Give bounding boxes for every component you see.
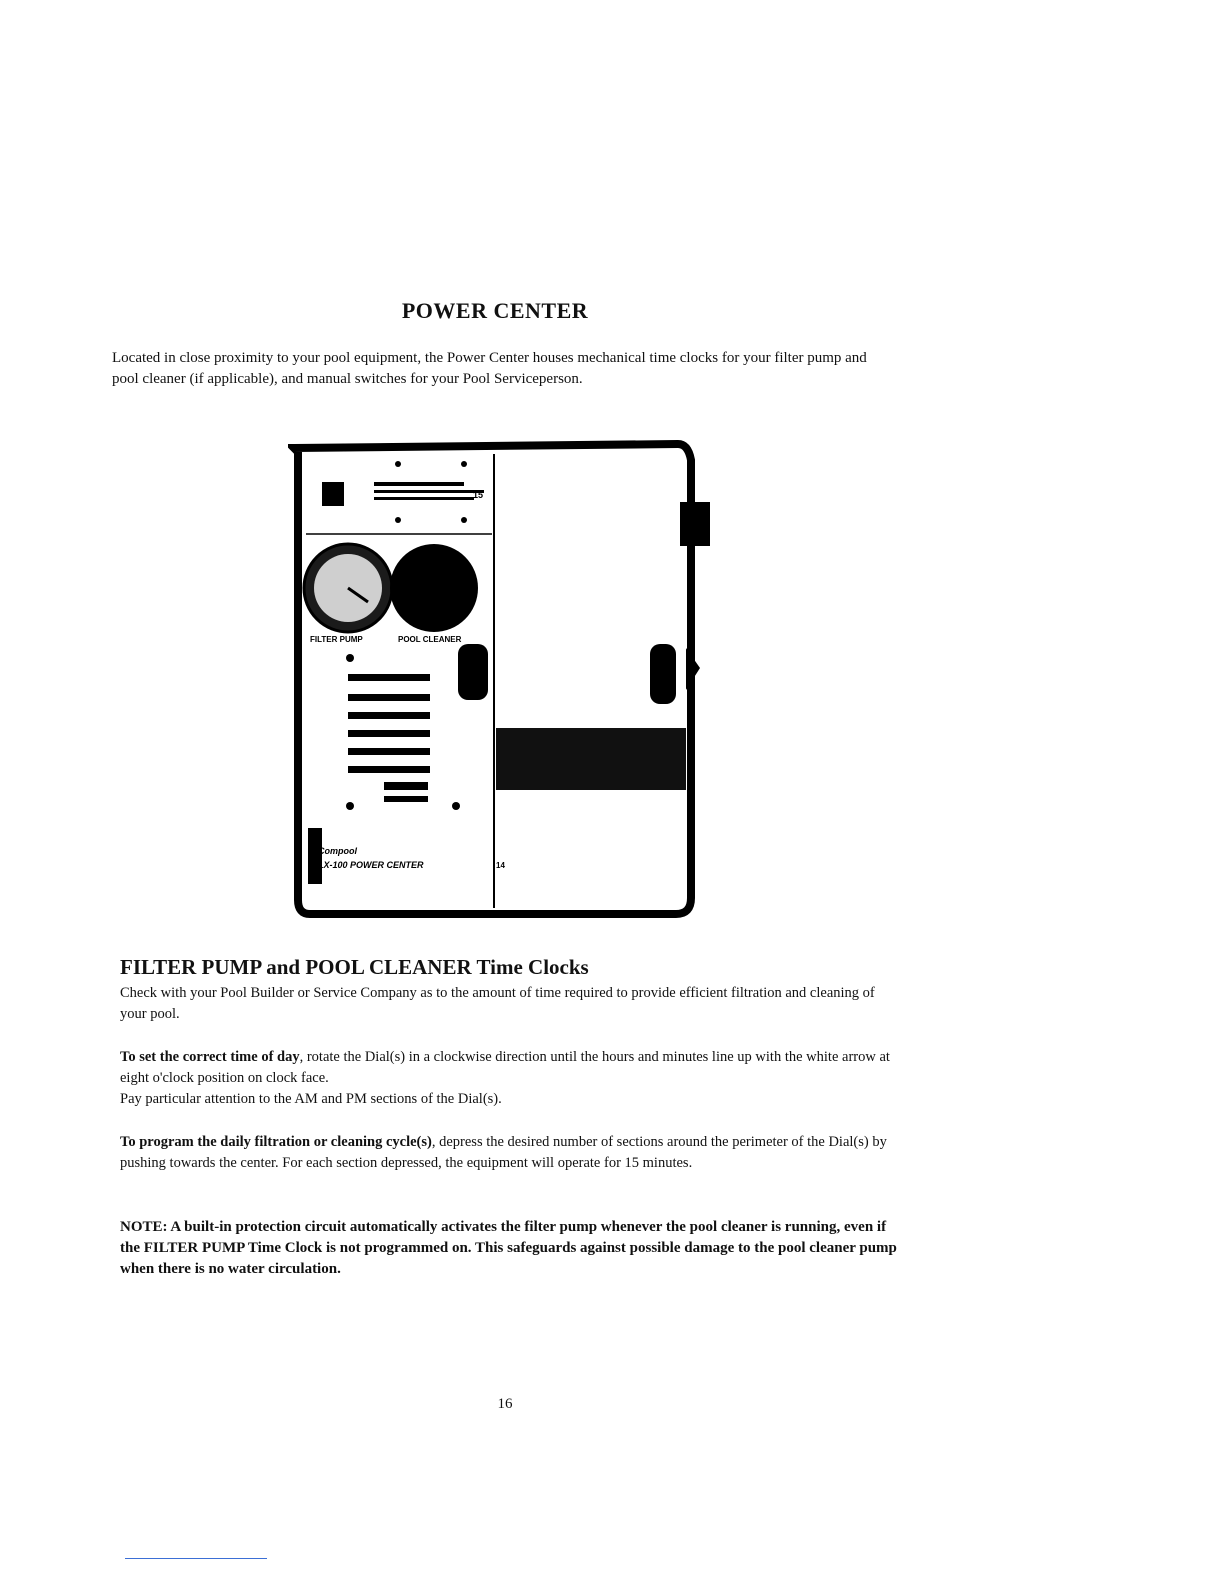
screw — [395, 461, 401, 467]
pool-cleaner-label: POOL CLEANER — [398, 635, 462, 644]
note-paragraph: NOTE: A built-in protection circuit automatically activates the filter pump whenever the pool cleaner is running, even if the FILTER PUMP Time Clock is not programmed on. This safeguards against possible damage to the pool cleaner pump when there is no water circulation. — [120, 1219, 897, 1277]
section-heading: FILTER PUMP and POOL CLEANER Time Clocks — [120, 955, 589, 979]
paragraph-service: Check with your Pool Builder or Service Company as to the amount of time required to provide efficient filtration and cleaning of your pool. — [120, 985, 875, 1022]
screw — [461, 461, 467, 467]
plate-text-line — [374, 497, 474, 500]
model-text: LX-100 POWER CENTER — [318, 860, 424, 870]
set-time-text: , rotate the Dial(s) in a clockwise direction until the hours and minutes line up with the white arrow at eight o'clock position on clock face. — [120, 1049, 890, 1086]
switch-row — [348, 712, 430, 719]
program-text: , depress the desired number of sections around the perimeter of the Dial(s) by pushing towards the center. For each section depressed, the equipment will operate for 15 minutes. — [120, 1134, 887, 1171]
screw — [346, 654, 354, 662]
paragraph-program — [120, 1132, 900, 1174]
door-label-band — [496, 728, 686, 790]
switch-row — [384, 782, 428, 790]
plate-square — [322, 482, 344, 506]
set-time-lead: To set the correct time of day — [120, 1049, 300, 1065]
inner-handle — [458, 644, 488, 700]
power-center-illustration — [288, 438, 720, 918]
brand-text: Compool — [318, 846, 357, 856]
side-number: 14 — [496, 861, 505, 870]
door-handle — [650, 644, 676, 704]
page-number: 16 — [497, 1396, 513, 1412]
footer-rule — [125, 1558, 267, 1559]
switch-row — [348, 694, 430, 701]
screw — [461, 517, 467, 523]
screw — [395, 517, 401, 523]
intro-paragraph: Located in close proximity to your pool equipment, the Power Center houses mechanical time clocks for your filter pump and pool cleaner (if applicable), and manual switches for your Pool Serviceperson. — [112, 350, 867, 387]
program-lead: To program the daily filtration or cleaning cycle(s) — [120, 1134, 432, 1150]
screw — [346, 802, 354, 810]
inner-bracket — [308, 828, 322, 884]
switch-row — [348, 748, 430, 755]
pool-cleaner-dial — [390, 544, 478, 632]
switch-row — [348, 730, 430, 737]
plate-text-line — [374, 482, 464, 486]
paragraph-set-time — [120, 1047, 900, 1110]
plate-text-line — [374, 490, 484, 493]
filter-pump-label: FILTER PUMP — [310, 635, 363, 644]
power-center-figure — [288, 438, 720, 918]
screw — [452, 802, 460, 810]
switch-row — [348, 674, 430, 681]
page-title: POWER CENTER — [401, 298, 589, 323]
switch-row — [384, 796, 428, 802]
door-latch-top — [680, 502, 710, 546]
panel-number: 15 — [473, 490, 484, 500]
switch-row — [348, 766, 430, 773]
set-time-note: Pay particular attention to the AM and PM sections of the Dial(s). — [120, 1091, 502, 1107]
